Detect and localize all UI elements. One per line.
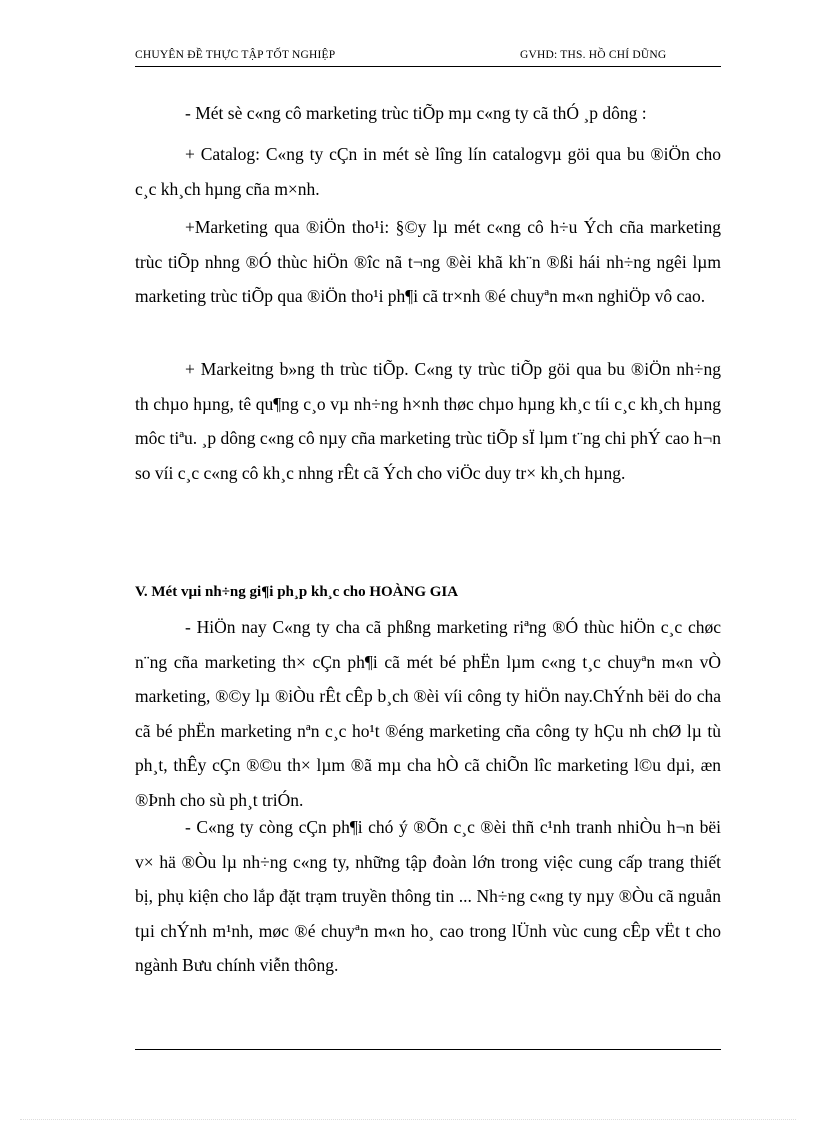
header-document-title: CHUYÊN ĐỀ THỰC TẬP TỐT NGHIỆP	[135, 49, 336, 61]
paragraph-direct-mail	[135, 352, 721, 490]
page-bottom-edge	[20, 1119, 796, 1120]
paragraph-telemarketing	[135, 210, 721, 314]
header-divider	[135, 66, 721, 67]
paragraph-competitors	[135, 810, 721, 983]
paragraph-catalog	[135, 137, 721, 206]
paragraph-direct-mail-text: + Markeitng b»ng th trùc tiÕp. C«ng ty trùc tiÕp göi qua bu ®iÖn nh÷ng th chµo hµng, tê qu¶ng c¸o vµ nh÷ng h×nh thøc chµo hµng kh¸c tíi c¸c kh¸ch hµng môc tiªu. ¸p dông c«ng cô nµy cña marketing trùc tiÕp sÏ lµm t¨ng chi phÝ cao h¬n so víi c¸c c«ng cô kh¸c nhng rÊt cã Ých cho viÖc duy tr× kh¸ch hµng.	[135, 359, 721, 483]
paragraph-competitors-text: - C«ng ty còng cÇn ph¶i chó ý ®Õn c¸c ®èi thñ c¹nh tranh nhiÒu h¬n bëi v× hä ®Òu lµ nh÷ng c«ng ty, những tập đoàn lớn trong việc cung cấp trang thiết bị, phụ kiện cho lắp đặt trạm truyền thông tin ... Nh÷ng c«ng ty nµy ®Òu cã nguån tµi chÝnh m¹nh, møc ®é chuyªn m«n ho¸ cao trong lÜnh vùc cung cÊp vËt t cho ngành Bưu chính viễn thông.	[135, 817, 721, 975]
header-supervisor: GVHD: THS. HỒ CHÍ DŨNG	[520, 49, 667, 61]
section-heading: V. Mét vµi nh÷ng gi¶i ph¸p kh¸c cho HOÀNG GIA	[135, 584, 459, 600]
paragraph-marketing-department-text: - HiÖn nay C«ng ty cha cã phßng marketing riªng ®Ó thùc hiÖn c¸c chøc n¨ng cña marketing th× cÇn ph¶i cã mét bé phËn lµm c«ng t¸c chuyªn m«n vÒ marketing, ®©y lµ ®iÒu rÊt cÊp b¸ch ®èi víi công ty hiÖn nay.ChÝnh bëi do cha cã bé phËn marketing nªn c¸c ho¹t ®éng marketing cña công ty hÇu nh chØ lµ tù ph¸t, thÊy cÇn ®©u th× lµm ®ã mµ cha hÒ cã chiÕn lîc marketing l©u dµi, æn ®Þnh cho sù ph¸t triÓn.	[135, 617, 721, 810]
paragraph-intro-text: - Mét sè c«ng cô marketing trùc tiÕp mµ c«ng ty cã thÓ ¸p dông :	[185, 103, 647, 123]
footer-divider	[135, 1049, 721, 1050]
paragraph-intro	[135, 96, 721, 131]
page-header	[135, 49, 721, 65]
paragraph-catalog-text: + Catalog: C«ng ty cÇn in mét sè lîng lín catalogvµ göi qua bu ®iÖn cho c¸c kh¸ch hµng cña m×nh.	[135, 144, 721, 199]
paragraph-marketing-department	[135, 610, 721, 817]
paragraph-telemarketing-text: +Marketing qua ®iÖn tho¹i: §©y lµ mét c«ng cô h÷u Ých cña marketing trùc tiÕp nhng ®Ó thùc hiÖn ®îc nã t¬ng ®èi khã kh¨n ®ßi hái nh÷ng ngêi lµm marketing trùc tiÕp qua ®iÖn tho¹i ph¶i cã tr×nh ®é chuyªn m«n nghiÖp vô cao.	[135, 217, 721, 306]
